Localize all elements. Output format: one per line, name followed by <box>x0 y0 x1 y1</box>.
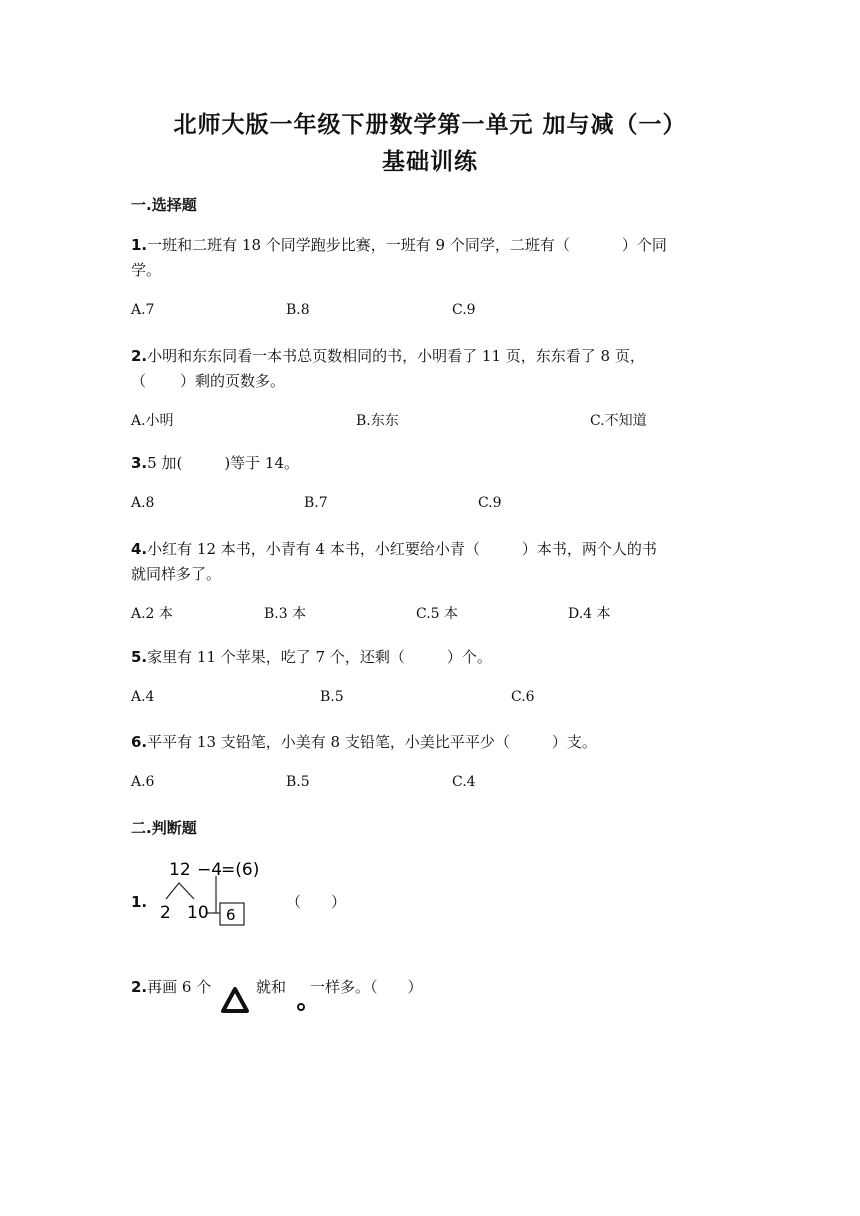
option-c[interactable]: C.不知道 <box>590 413 647 429</box>
option-b[interactable]: B.7 <box>304 495 328 511</box>
question-number: 6. <box>131 733 148 751</box>
option-c[interactable]: C.4 <box>452 774 476 790</box>
split-number: 10 <box>187 903 209 923</box>
question-text: 5 加( <box>147 454 183 472</box>
question-text: 小红有 12 本书，小青有 4 本书，小红要给小青（ <box>147 540 480 558</box>
question-text: 再画 6 个 <box>147 978 212 996</box>
question-number: 4. <box>131 540 148 558</box>
option-a[interactable]: A.6 <box>131 774 155 790</box>
question-number: 1. <box>131 893 148 911</box>
question-text: ）个同 <box>621 236 667 254</box>
option-b[interactable]: B.5 <box>320 689 344 705</box>
triangle-icon <box>220 985 250 1015</box>
split-lines <box>166 883 194 899</box>
question-6 <box>131 730 731 755</box>
question-text: （ <box>131 372 147 390</box>
expression-result: =(6) <box>221 860 260 880</box>
split-number: 2 <box>160 903 171 923</box>
option-b[interactable]: B.5 <box>286 774 310 790</box>
option-b[interactable]: B.3 本 <box>264 606 307 622</box>
option-c[interactable]: C.6 <box>511 689 535 705</box>
question-3 <box>131 451 731 476</box>
question-text: ）个。 <box>446 648 492 666</box>
question-2 <box>131 344 731 394</box>
section-heading-judge: 二.判断题 <box>131 819 197 837</box>
question-text: 家里有 11 个苹果，吃了 7 个，还剩（ <box>147 648 405 666</box>
decomposition-figure <box>150 855 280 930</box>
option-c[interactable]: C.9 <box>452 302 476 318</box>
question-text: 就同样多了。 <box>131 565 222 583</box>
circle-icon <box>295 1000 307 1014</box>
question-number: 5. <box>131 648 148 666</box>
question-text: 一样多。（ ） <box>310 978 423 996</box>
expression-number: 12 <box>169 860 191 880</box>
question-text: ）剩的页数多。 <box>180 372 286 390</box>
section-heading-choice: 一.选择题 <box>131 196 197 214</box>
question-4 <box>131 537 731 587</box>
question-text: 一班和二班有 18 个同学跑步比赛，一班有 9 个同学，二班有（ <box>147 236 570 254</box>
question-text: ）本书，两个人的书 <box>521 540 657 558</box>
question-5 <box>131 645 731 670</box>
option-b[interactable]: B.东东 <box>356 413 399 429</box>
option-d[interactable]: D.4 本 <box>568 606 611 622</box>
question-text: 平平有 13 支铅笔，小美有 8 支铅笔，小美比平平少（ <box>147 733 510 751</box>
option-a[interactable]: A.7 <box>131 302 155 318</box>
question-text: ）支。 <box>551 733 597 751</box>
question-number: 2. <box>131 978 148 996</box>
question-1 <box>131 233 731 283</box>
expression-operator: −4 <box>197 860 223 880</box>
question-number: 3. <box>131 454 148 472</box>
question-text: 学。 <box>131 261 162 279</box>
option-b[interactable]: B.8 <box>286 302 310 318</box>
page-title: 北师大版一年级下册数学第一单元 加与减（一） <box>173 112 687 138</box>
answer-paren[interactable]: （ ） <box>286 893 347 911</box>
question-text: )等于 14。 <box>224 454 300 472</box>
option-a[interactable]: A.2 本 <box>131 606 173 622</box>
option-a[interactable]: A.4 <box>131 689 155 705</box>
page-subtitle: 基础训练 <box>382 149 478 175</box>
option-c[interactable]: C.9 <box>478 495 502 511</box>
option-c[interactable]: C.5 本 <box>416 606 459 622</box>
answer-box-value: 6 <box>226 906 236 924</box>
option-a[interactable]: A.小明 <box>131 413 174 429</box>
question-text: 就和 <box>256 978 287 996</box>
question-number: 1. <box>131 236 148 254</box>
option-a[interactable]: A.8 <box>131 495 155 511</box>
question-text: 小明和东东同看一本书总页数相同的书，小明看了 11 页，东东看了 8 页， <box>147 347 645 365</box>
question-number: 2. <box>131 347 148 365</box>
